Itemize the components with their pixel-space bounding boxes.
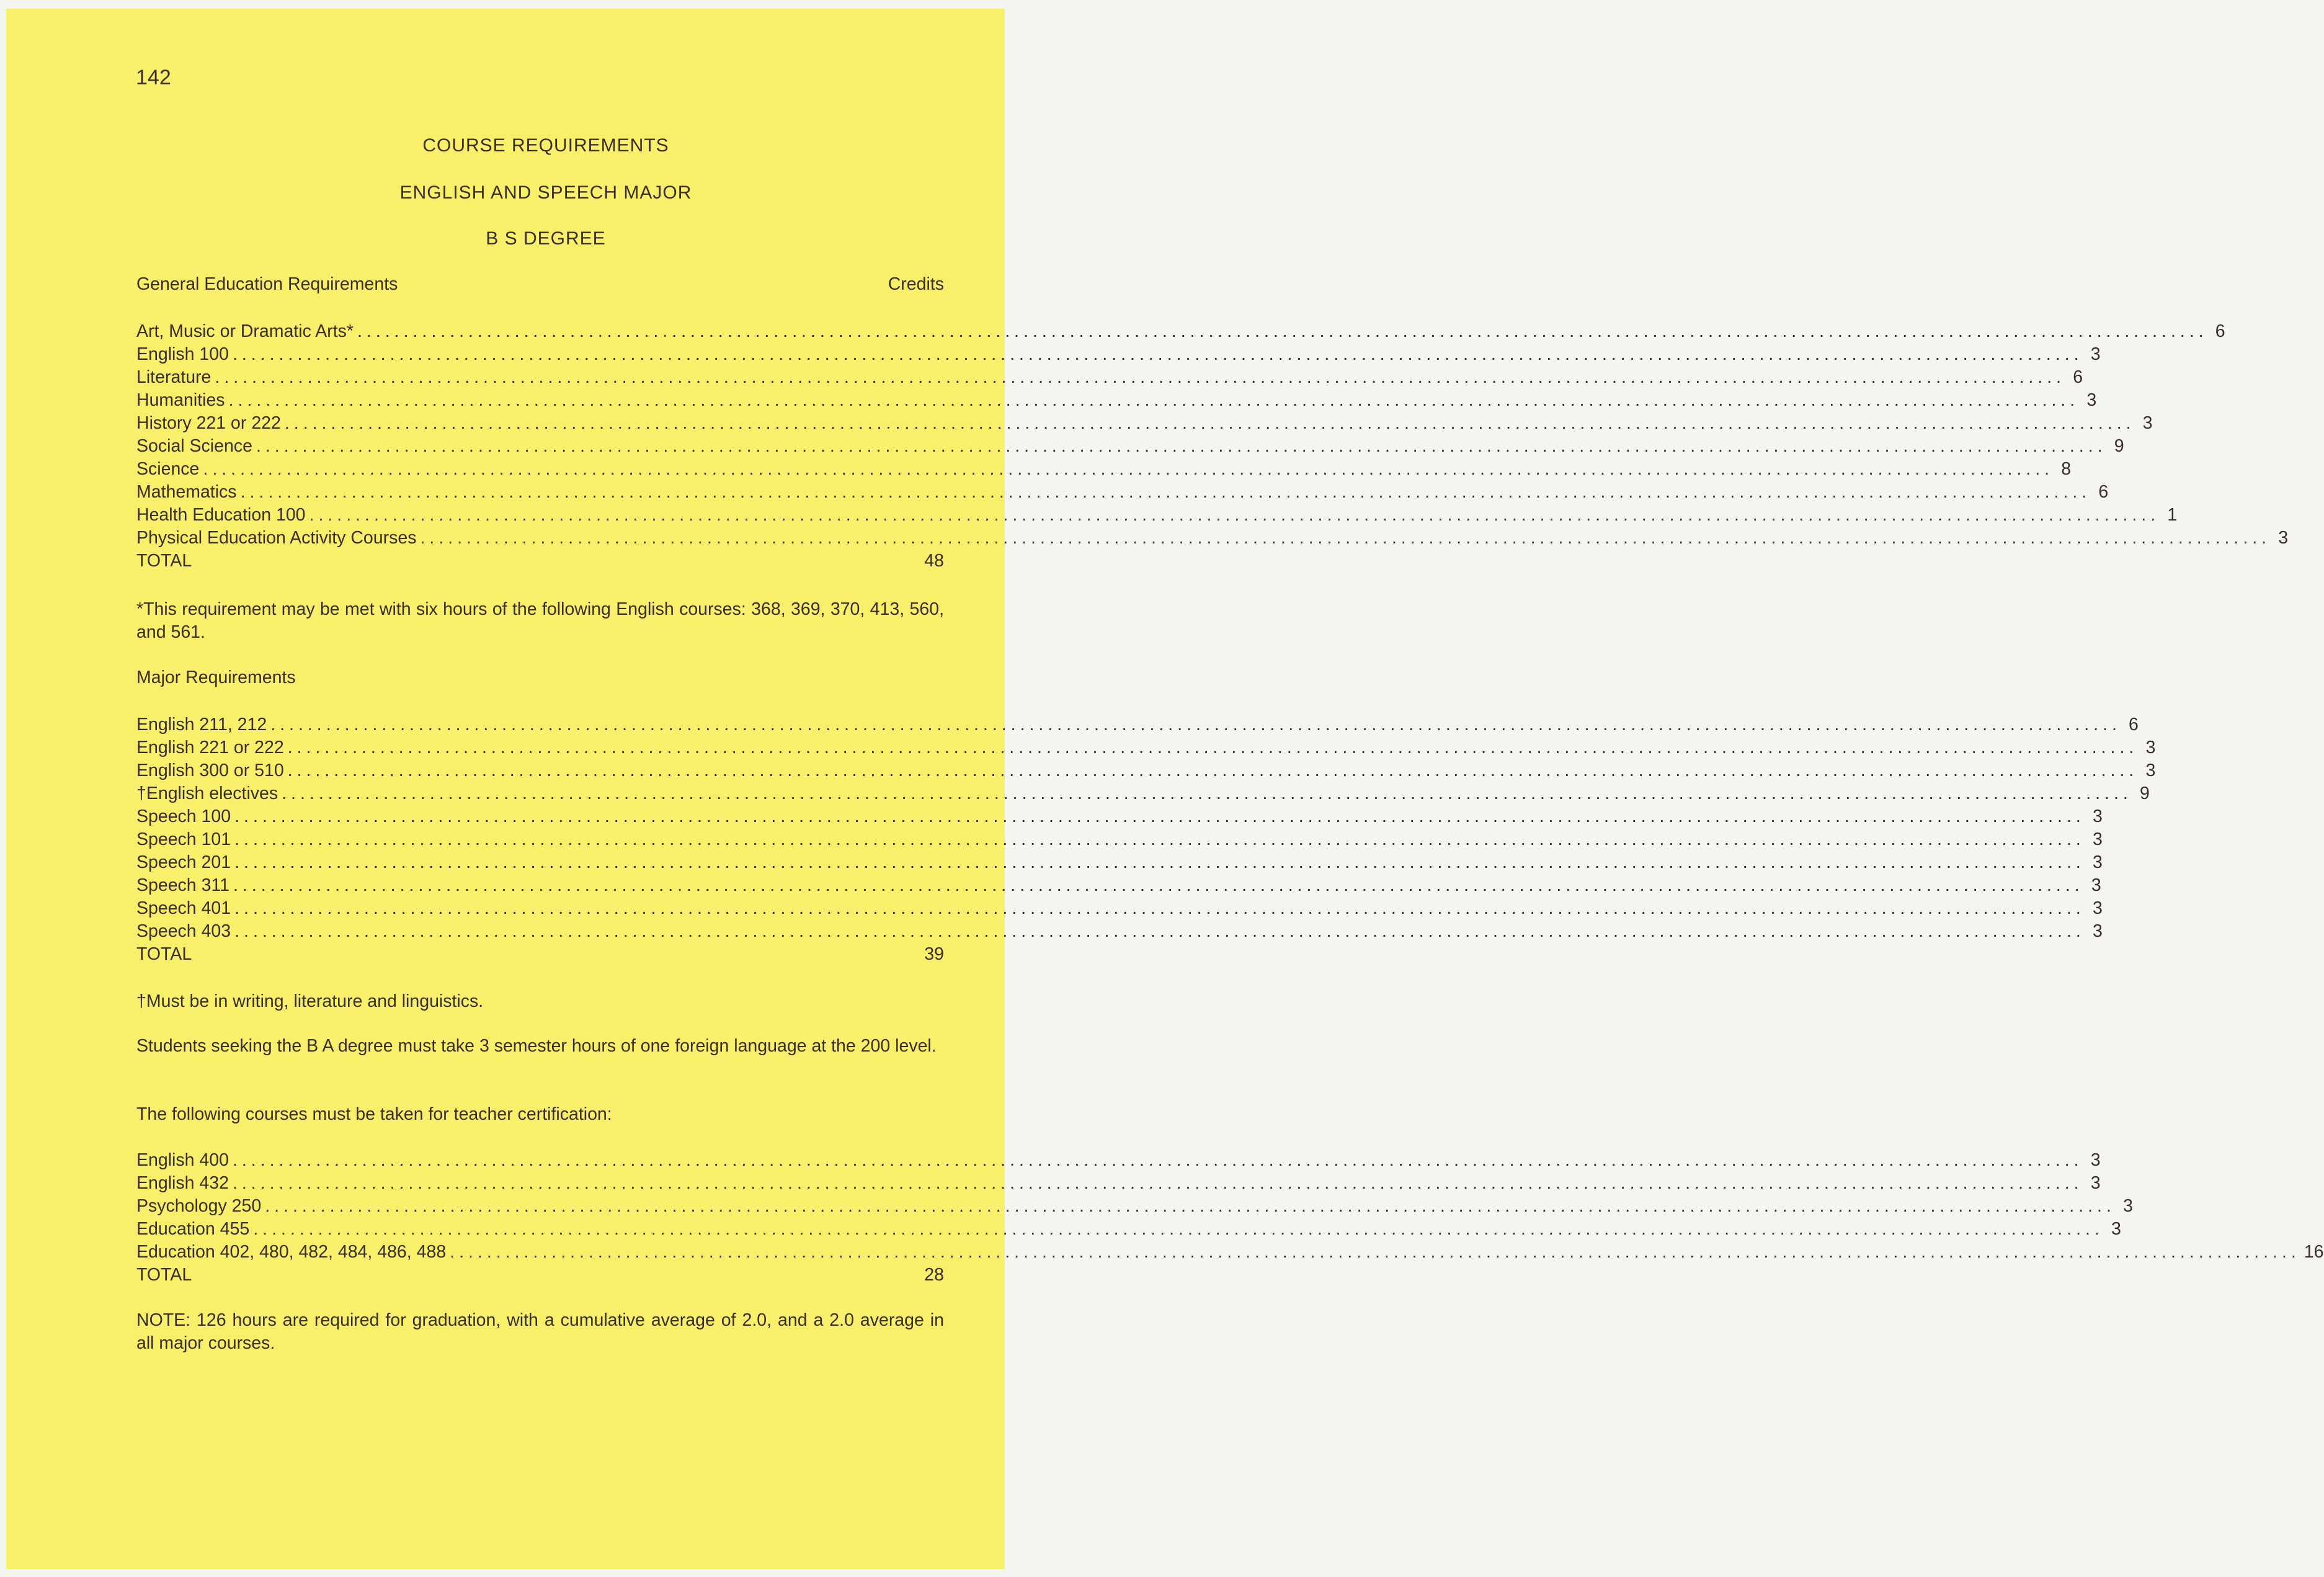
major-list bbox=[136, 713, 2156, 966]
certification-intro: The following courses must be taken for teacher certification: bbox=[136, 1104, 612, 1124]
course-name: Education 402, 480, 482, 484, 486, 488 bbox=[136, 1242, 447, 1262]
list-item: Speech 201 ........................................................................................................................................................................................................ 3 bbox=[136, 851, 944, 874]
list-item: Mathematics ........................................................................................................................................................................................................ 6 bbox=[136, 481, 944, 504]
course-name: Humanities bbox=[136, 390, 225, 410]
total-row bbox=[136, 943, 944, 966]
course-name: Education 455 bbox=[136, 1219, 250, 1239]
total-value: 39 bbox=[924, 944, 944, 964]
course-name: Mathematics bbox=[136, 482, 237, 502]
list-item: Psychology 250 ........................................................................................................................................................................................................ 3 bbox=[136, 1195, 944, 1218]
course-name: Science bbox=[136, 459, 200, 479]
title-heading: COURSE REQUIREMENTS bbox=[422, 135, 669, 156]
list-item: English 400 ........................................................................................................................................................................................................ 3 bbox=[136, 1149, 944, 1172]
course-credits: 3 bbox=[2278, 528, 2289, 548]
course-name: Speech 101 bbox=[136, 829, 231, 849]
course-name: English 432 bbox=[136, 1173, 229, 1193]
course-name: Speech 100 bbox=[136, 806, 231, 826]
course-credits: 16 bbox=[2304, 1242, 2324, 1262]
course-name: †English electives bbox=[136, 784, 278, 803]
course-credits: 3 bbox=[2123, 1196, 2133, 1216]
list-item: Speech 311 ........................................................................................................................................................................................................ 3 bbox=[136, 874, 944, 897]
course-credits: 6 bbox=[2073, 367, 2083, 387]
major-header bbox=[136, 668, 944, 688]
graduation-note: NOTE: 126 hours are required for graduation, with a cumulative average of 2.0, and a 2.0 average in all major courses. bbox=[136, 1310, 944, 1353]
course-credits: 3 bbox=[2145, 738, 2156, 757]
list-item: History 221 or 222 ........................................................................................................................................................................................................ 3 bbox=[136, 412, 944, 435]
list-item: Speech 401 ........................................................................................................................................................................................................ 3 bbox=[136, 897, 944, 920]
course-credits: 6 bbox=[2129, 715, 2139, 735]
list-item: Social Science ........................................................................................................................................................................................................ 9 bbox=[136, 435, 944, 458]
list-item: Education 402, 480, 482, 484, 486, 488 ........................................................................................................................................................................................................ 16 bbox=[136, 1241, 944, 1264]
course-name: English 300 or 510 bbox=[136, 761, 284, 780]
course-credits: 3 bbox=[2092, 852, 2103, 872]
list-item: Humanities ........................................................................................................................................................................................................ 3 bbox=[136, 389, 944, 412]
course-name: English 400 bbox=[136, 1150, 229, 1170]
total-label: TOTAL bbox=[136, 551, 192, 571]
ba-note: Students seeking the B A degree must take 3 semester hours of one foreign language at the 200 level. bbox=[136, 1036, 937, 1056]
course-credits: 6 bbox=[2098, 482, 2109, 502]
major-label: Major Requirements bbox=[136, 668, 296, 687]
certification-list bbox=[136, 1149, 2324, 1287]
list-item: Speech 101 ........................................................................................................................................................................................................ 3 bbox=[136, 828, 944, 851]
course-name: English 100 bbox=[136, 344, 229, 364]
course-credits: 3 bbox=[2092, 898, 2103, 918]
general-list bbox=[136, 320, 2289, 573]
course-credits: 3 bbox=[2145, 761, 2156, 780]
list-item: Science ........................................................................................................................................................................................................ 8 bbox=[136, 458, 944, 481]
general-label: General Education Requirements bbox=[136, 274, 398, 294]
list-item: Education 455 ........................................................................................................................................................................................................ 3 bbox=[136, 1218, 944, 1241]
total-row bbox=[136, 550, 944, 573]
list-item: English 432 ........................................................................................................................................................................................................ 3 bbox=[136, 1172, 944, 1195]
list-item: Speech 403 ........................................................................................................................................................................................................ 3 bbox=[136, 920, 944, 943]
course-name: Speech 311 bbox=[136, 875, 230, 895]
course-credits: 3 bbox=[2111, 1219, 2121, 1239]
total-label: TOTAL bbox=[136, 1265, 192, 1285]
course-credits: 3 bbox=[2092, 806, 2103, 826]
course-credits: 9 bbox=[2114, 436, 2124, 456]
credits-label: Credits bbox=[888, 274, 944, 294]
course-credits: 3 bbox=[2091, 875, 2101, 895]
general-footnote: *This requirement may be met with six hours of the following English courses: 368, 369, 370, 413, 560, and 561. bbox=[136, 599, 944, 642]
course-credits: 3 bbox=[2092, 921, 2103, 941]
list-item: English 300 or 510 ........................................................................................................................................................................................................ 3 bbox=[136, 759, 944, 782]
course-credits: 8 bbox=[2061, 459, 2072, 479]
course-credits: 3 bbox=[2090, 1173, 2101, 1193]
course-credits: 3 bbox=[2092, 829, 2103, 849]
total-row bbox=[136, 1264, 944, 1287]
list-item: †English electives ........................................................................................................................................................................................................ 9 bbox=[136, 782, 944, 805]
course-name: Speech 201 bbox=[136, 852, 231, 872]
list-item: Art, Music or Dramatic Arts* ........................................................................................................................................................................................................ 6 bbox=[136, 320, 944, 343]
course-credits: 3 bbox=[2090, 1150, 2101, 1170]
course-name: Literature bbox=[136, 367, 211, 387]
page bbox=[6, 9, 2324, 1569]
course-name: Speech 401 bbox=[136, 898, 231, 918]
list-item: English 221 or 222 ........................................................................................................................................................................................................ 3 bbox=[136, 736, 944, 759]
total-value: 48 bbox=[924, 551, 944, 571]
major-footnote: †Must be in writing, literature and linguistics. bbox=[136, 991, 484, 1011]
total-value: 28 bbox=[924, 1265, 944, 1285]
list-item: English 211, 212 ........................................................................................................................................................................................................ 6 bbox=[136, 713, 944, 736]
list-item: Health Education 100 ........................................................................................................................................................................................................ 1 bbox=[136, 504, 944, 527]
course-name: Physical Education Activity Courses bbox=[136, 528, 417, 548]
page-number: 142 bbox=[136, 66, 171, 89]
course-name: Speech 403 bbox=[136, 921, 231, 941]
general-header bbox=[136, 274, 944, 295]
list-item: Speech 100 ........................................................................................................................................................................................................ 3 bbox=[136, 805, 944, 828]
course-credits: 3 bbox=[2090, 344, 2101, 364]
course-name: Social Science bbox=[136, 436, 252, 456]
course-credits: 3 bbox=[2142, 413, 2153, 433]
course-credits: 9 bbox=[2139, 784, 2150, 803]
degree-heading: B S DEGREE bbox=[486, 228, 606, 249]
course-credits: 6 bbox=[2215, 321, 2225, 341]
total-label: TOTAL bbox=[136, 944, 192, 964]
course-name: Health Education 100 bbox=[136, 505, 306, 525]
course-name: Art, Music or Dramatic Arts* bbox=[136, 321, 354, 341]
course-credits: 3 bbox=[2086, 390, 2097, 410]
course-name: English 211, 212 bbox=[136, 715, 267, 735]
course-name: English 221 or 222 bbox=[136, 738, 284, 757]
list-item: English 100 ........................................................................................................................................................................................................ 3 bbox=[136, 343, 944, 366]
course-name: History 221 or 222 bbox=[136, 413, 281, 433]
course-name: Psychology 250 bbox=[136, 1196, 262, 1216]
list-item: Literature ........................................................................................................................................................................................................ 6 bbox=[136, 366, 944, 389]
course-credits: 1 bbox=[2167, 505, 2178, 525]
list-item: Physical Education Activity Courses ........................................................................................................................................................................................................ 3 bbox=[136, 527, 944, 550]
major-heading: ENGLISH AND SPEECH MAJOR bbox=[399, 182, 692, 203]
